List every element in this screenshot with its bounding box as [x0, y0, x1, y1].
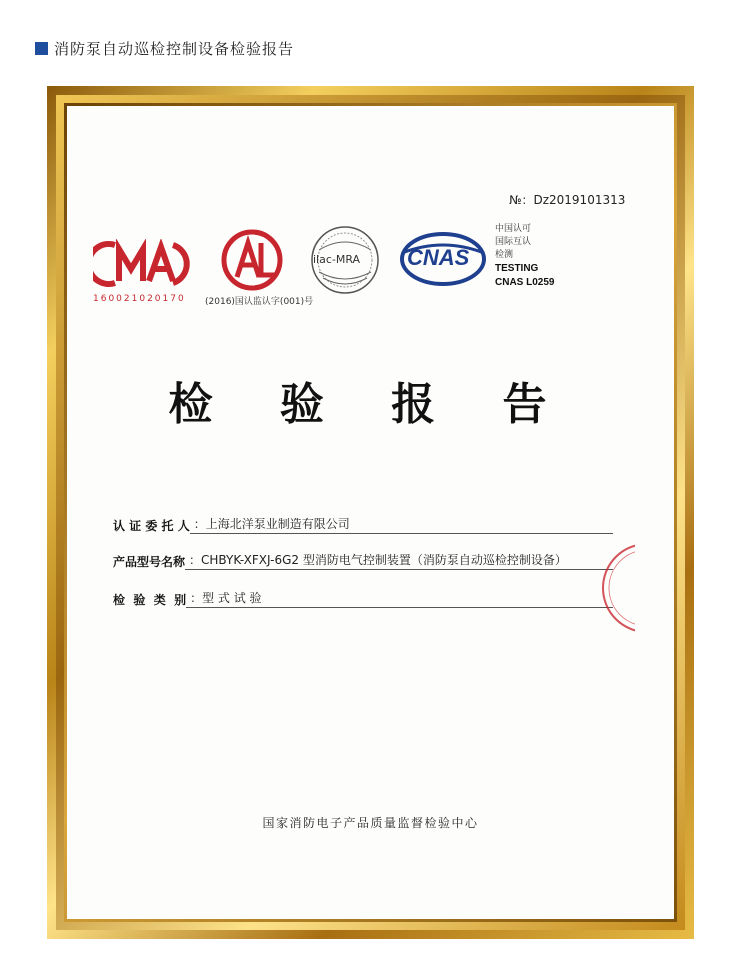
page-title: 消防泵自动巡检控制设备检验报告 [54, 39, 295, 58]
field-product [113, 548, 613, 570]
field-test-type-label: 检 验 类 别 [113, 593, 187, 607]
red-seal-icon [595, 538, 635, 638]
cma-code: 160021020170 [93, 294, 186, 304]
field-product-value: ：CHBYK-XFXJ-6G2 型消防电气控制装置（消防泵自动巡检控制设备） [185, 551, 613, 570]
ilac-text: ilac-MRA [313, 253, 361, 266]
field-client-value: ：上海北洋泵业制造有限公司 [190, 515, 613, 534]
field-client-label: 认 证 委 托 人 [113, 519, 190, 533]
cnas-wordmark: CNAS [407, 245, 470, 270]
header-square-icon [35, 42, 48, 55]
field-product-label: 产品型号名称 [113, 555, 186, 569]
gold-frame [47, 86, 694, 939]
certificate-paper [67, 106, 674, 919]
cnas-text-block: 中国认可 国际互认 检测 TESTING CNAS L0259 [495, 224, 555, 288]
accreditation-logos [93, 221, 653, 311]
field-client [113, 512, 613, 534]
report-number: №：Dz2019101313 [509, 193, 626, 207]
field-test-type-value: ：型 式 试 验 [186, 589, 613, 608]
cal-logo [215, 229, 289, 295]
page-header [35, 37, 294, 59]
report-title: 检 验 报 告 [168, 379, 573, 430]
cal-caption: (2016)国认监认字(001)号 [205, 297, 314, 307]
field-test-type [113, 586, 613, 608]
cma-logo [93, 239, 193, 293]
issuing-authority: 国家消防电子产品质量监督检验中心 [262, 816, 479, 830]
